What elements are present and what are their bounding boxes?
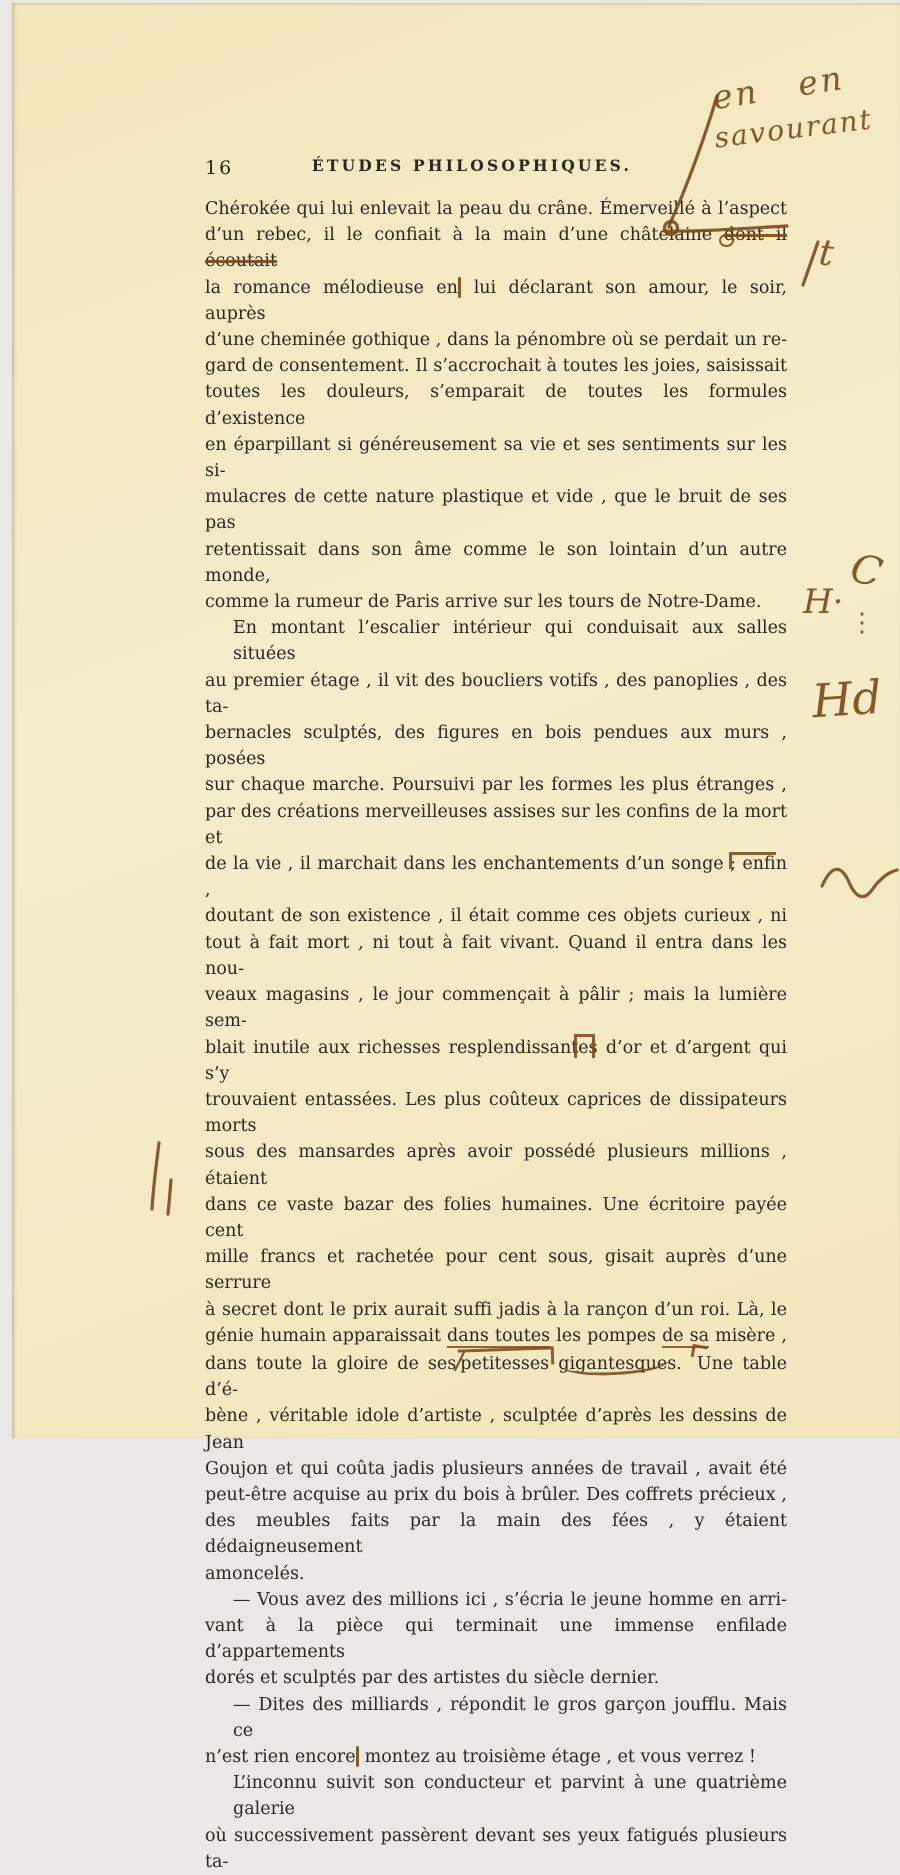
printed-text: dorés et sculptés par des artistes du siècle dernier. xyxy=(205,1668,660,1689)
text-line xyxy=(205,1087,787,1139)
printed-text: lui déclarant son amour, le soir, auprès xyxy=(205,277,787,324)
printed-text: Chérokée qui lui enlevait la peau du crâne. Émerveillé à l’aspect xyxy=(205,199,787,219)
text-line xyxy=(205,1613,787,1665)
text-line xyxy=(205,930,787,982)
ink-marked-text: petitesses xyxy=(460,1353,550,1374)
text-line xyxy=(205,1297,787,1323)
handwritten-correction-word1: en en xyxy=(709,57,848,118)
text-line xyxy=(205,1456,787,1482)
ink-marked-text: es xyxy=(578,1037,598,1058)
printed-text: de la vie , il marchait dans les enchantements d’un songe ; xyxy=(205,854,743,875)
text-line xyxy=(205,432,787,484)
printed-text: bernacles sculptés, des figures en bois pendues aux murs , posées xyxy=(205,723,787,770)
text-line xyxy=(205,1823,787,1875)
text-line xyxy=(205,537,787,589)
printed-text: misère , xyxy=(709,1325,787,1346)
text-line xyxy=(205,1482,787,1508)
ink-marked-text: / xyxy=(455,1348,464,1375)
ink-marked-text: dont il écoutait xyxy=(205,225,787,272)
text-line xyxy=(205,982,787,1034)
printed-text: comme la rumeur de Paris arrive sur les tours de Notre-Dame. xyxy=(205,592,762,613)
printed-text: L’inconnu suivit son conducteur et parvint à une quatrième galerie xyxy=(233,1773,787,1820)
printed-text: En montant l’escalier intérieur qui conduisait aux salles situées xyxy=(233,618,787,665)
printed-text: — Vous avez des millions ici , s’écria le jeune homme en arri- xyxy=(233,1589,787,1610)
printed-text: d’un rebec, il le confiait à la main d’une châtelaine xyxy=(205,225,724,246)
text-line xyxy=(205,1508,787,1560)
printed-text: bène , véritable idole d’artiste , sculptée d’après les dessins de Jean xyxy=(205,1406,787,1453)
printed-text: toutes les douleurs, s’emparait de toutes les formules d’existence xyxy=(205,382,787,429)
printed-text: par des créations merveilleuses assises sur les confins de la mort et xyxy=(205,801,787,848)
text-line xyxy=(205,772,787,798)
handwritten-proof-mark-dots: ⋮ xyxy=(849,608,875,638)
printed-text: en éparpillant si généreusement sa vie et ses sentiments sur les si- xyxy=(205,434,787,482)
text-line xyxy=(205,1349,787,1403)
printed-text: retentissait dans son âme comme le son lointain d’un autre monde, xyxy=(205,539,787,586)
text-line xyxy=(205,1692,787,1744)
printed-text: mulacres de cette nature plastique et vide , que le bruit de ses pas xyxy=(205,487,787,534)
printed-text: d’une cheminée gothique , dans la pénombre où se perdait un re- xyxy=(205,330,787,351)
text-line xyxy=(205,668,787,720)
printed-text: à secret dont le prix aurait suffi jadis à la rançon d’un roi. Là, le xyxy=(205,1299,787,1320)
printed-text: amoncelés. xyxy=(205,1563,305,1584)
ink-marked-text: dans toutes xyxy=(447,1325,551,1346)
text-line xyxy=(205,1561,787,1587)
printed-text: dans toute la gloire de ses xyxy=(205,1353,457,1374)
printed-text: d’or et d’argent qui s’y xyxy=(205,1037,787,1084)
printed-text: — Dites des milliards , répondit le gros garçon joufflu. Mais ce xyxy=(233,1694,787,1741)
text-line xyxy=(205,1403,787,1455)
printed-text: les pompes xyxy=(550,1325,663,1346)
printed-text: Goujon et qui coûta jadis plusieurs années de travail , avait été xyxy=(205,1458,787,1479)
printed-text: blait inutile aux richesses resplendissant xyxy=(205,1037,579,1058)
text-line xyxy=(205,484,787,536)
printed-text: tout à fait mort , ni tout à fait vivant. Quand il entra dans les nou- xyxy=(205,932,787,979)
printed-text: gard de consentement. Il s’accrochait à toutes les joies, saisissait xyxy=(205,356,787,377)
ink-marked-text: enfin , xyxy=(205,854,787,901)
text-line xyxy=(205,720,787,772)
printed-text: où successivement passèrent devant ses yeux fatigués plusieurs ta- xyxy=(205,1825,787,1872)
printed-text: trouvaient entassées. Les plus coûteux caprices de dissipateurs morts xyxy=(205,1089,787,1137)
handwritten-proof-mark-hd: Hd xyxy=(810,669,884,729)
ink-marked-text: gigantesques. xyxy=(558,1353,682,1374)
handwritten-proof-mark-c: C xyxy=(845,544,887,598)
text-line xyxy=(205,353,787,379)
text-line xyxy=(205,1665,787,1691)
handwritten-correction-word2: savourant xyxy=(712,102,875,155)
text-line xyxy=(205,1035,787,1087)
page-number: 16 xyxy=(205,157,234,179)
printed-text: dans ce vaste bazar des folies humaines. Une écritoire payée cent xyxy=(205,1194,787,1241)
printed-text: montez au troisième étage , et vous verrez ! xyxy=(359,1746,756,1767)
printed-text: sous des mansardes après avoir possédé plusieurs millions , étaient xyxy=(205,1142,787,1189)
text-block xyxy=(205,196,787,1875)
text-line xyxy=(205,589,787,615)
text-line xyxy=(205,196,787,222)
text-line xyxy=(205,1192,787,1244)
printed-text: des meubles faits par la main des fées , y étaient dédaigneusement xyxy=(205,1511,787,1558)
printed-text: au premier étage , il vit des boucliers votifs , des panoplies , des ta- xyxy=(205,670,787,717)
printed-text: la romance mélodieuse en xyxy=(205,277,458,298)
ink-marked-text: Une table d’é- xyxy=(205,1353,787,1401)
text-line xyxy=(205,851,787,903)
printed-text: mille francs et rachetée pour cent sous, gisait auprès d’une serrure xyxy=(205,1247,787,1294)
text-line xyxy=(205,1744,787,1770)
text-line xyxy=(205,1139,787,1191)
printed-text: n’est rien encore xyxy=(205,1746,356,1767)
printed-text: vant à la pièce qui terminait une immense enfilade d’appartements xyxy=(205,1615,787,1663)
printed-text: veaux magasins , le jour commençait à pâlir ; mais la lumière sem- xyxy=(205,985,787,1032)
text-line xyxy=(205,615,787,667)
text-line xyxy=(205,275,787,327)
text-line xyxy=(205,1244,787,1296)
text-line xyxy=(205,222,787,274)
text-line xyxy=(205,379,787,431)
handwritten-proof-mark-h: H· xyxy=(803,582,844,622)
ink-marked-text: de sa xyxy=(662,1325,710,1346)
running-title: ÉTUDES PHILOSOPHIQUES. xyxy=(311,156,633,175)
handwritten-proof-mark-t: t xyxy=(816,232,836,275)
printed-text: peut-être acquise au prix du bois à brûler. Des coffrets précieux , xyxy=(205,1484,787,1505)
printed-text: doutant de son existence , il était comme ces objets curieux , ni xyxy=(205,906,787,927)
book-page xyxy=(12,3,900,1872)
text-line xyxy=(205,1770,787,1822)
printed-text xyxy=(682,1354,691,1374)
text-line xyxy=(205,799,787,851)
printed-text: génie humain apparaissait xyxy=(205,1325,448,1346)
printed-text: sur chaque marche. Poursuivi par les formes les plus étranges , xyxy=(205,775,787,796)
text-line xyxy=(205,327,787,353)
text-line xyxy=(205,1587,787,1613)
page-header xyxy=(205,156,787,180)
text-line xyxy=(205,903,787,929)
